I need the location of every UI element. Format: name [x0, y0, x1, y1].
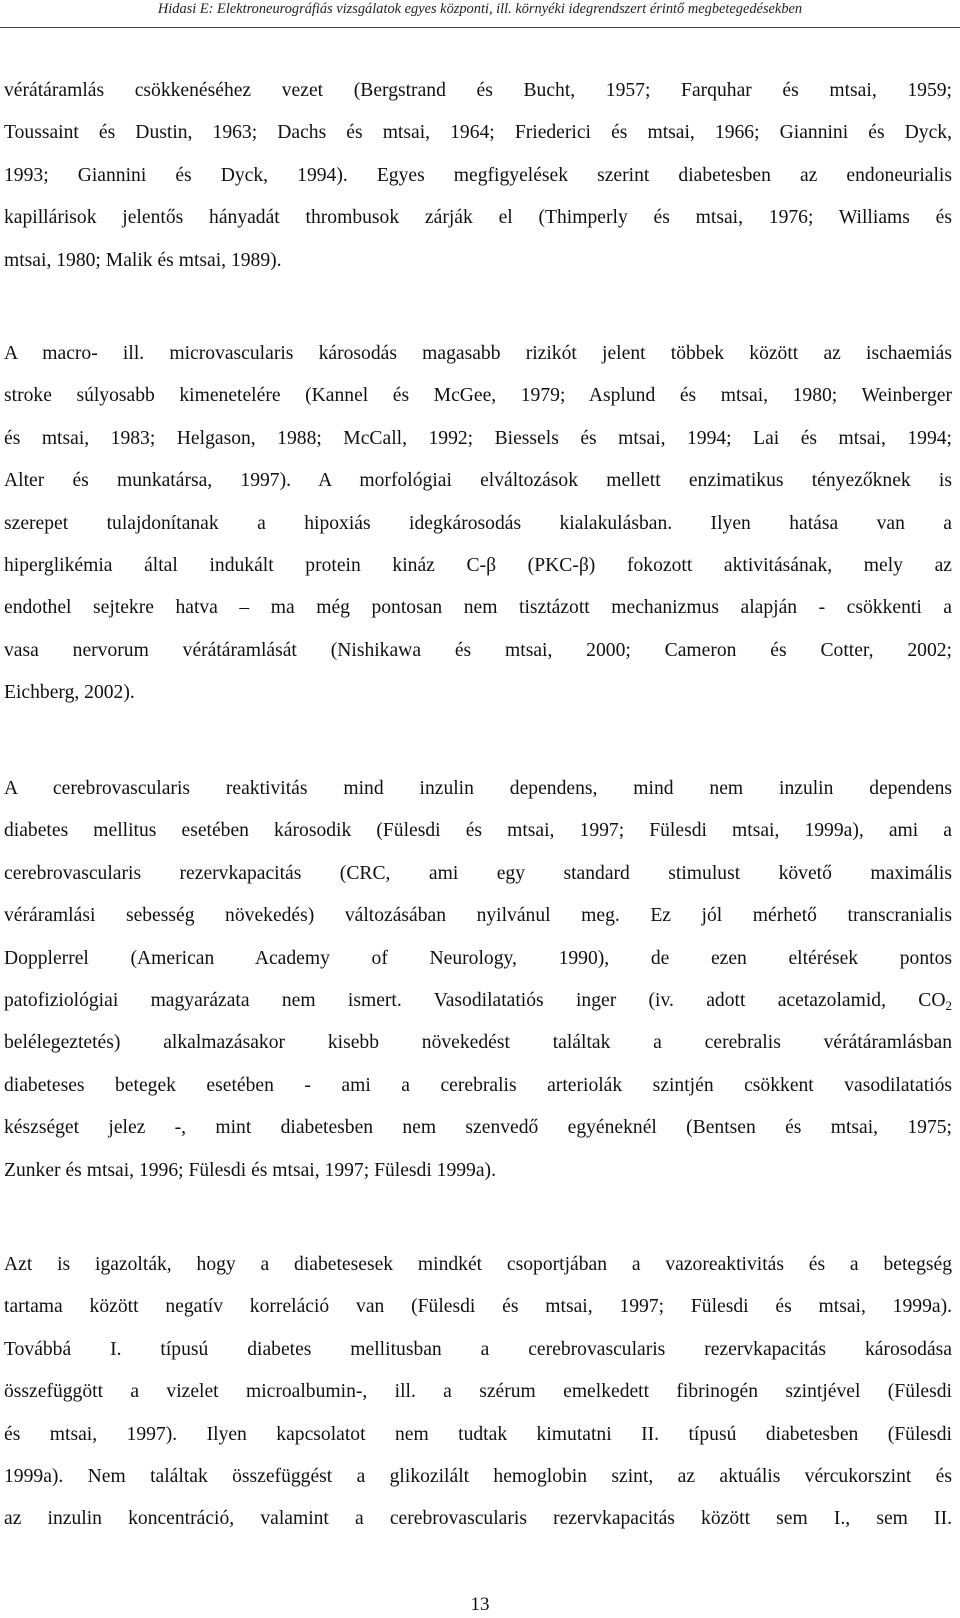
paragraph-line: Dopplerrel (American Academy of Neurology, 1990), de ezen eltérések pontos [4, 947, 952, 969]
paragraph-line: és mtsai, 1997). Ilyen kapcsolatot nem tudtak kimutatni II. típusú diabetesben (Fülesdi [4, 1423, 952, 1445]
paragraph-line: készséget jelez -, mint diabetesben nem szenvedő egyéneknél (Bentsen és mtsai, 1975; [4, 1117, 952, 1139]
header-divider [0, 27, 960, 28]
paragraph-line: és mtsai, 1983; Helgason, 1988; McCall, 1992; Biessels és mtsai, 1994; Lai és mtsai, 1994; [4, 427, 952, 449]
paragraph-line: kapillárisok jelentős hányadát thrombusok zárják el (Thimperly és mtsai, 1976; Williams és [4, 207, 952, 229]
paragraph-line: véráramlási sebesség növekedés) változásában nyilvánul meg. Ez jól mérhető transcranialis [4, 905, 952, 927]
paragraph-line: cerebrovascularis rezervkapacitás (CRC, ami egy standard stimulust követő maximális [4, 862, 952, 884]
paragraph-line: belélegeztetés) alkalmazásakor kisebb növekedést találtak a cerebralis vérátáramlásban [4, 1032, 952, 1054]
paragraph-line: endothel sejtekre hatva – ma még pontosan nem tisztázott mechanizmus alapján - csökkenti a [4, 597, 952, 619]
paragraph-line: vasa nervorum vérátáramlását (Nishikawa és mtsai, 2000; Cameron és Cotter, 2002; [4, 639, 952, 661]
paragraph-line: A macro- ill. microvascularis károsodás magasabb rizikót jelent többek között az ischaemiás [4, 343, 952, 364]
running-header-text: Hidasi E: Elektroneurográfiás vizsgálatok egyes központi, ill. környéki idegrendszert érintő megbetegedésekben [157, 1, 803, 17]
paragraph-line: összefüggött a vizelet microalbumin-, ill. a szérum emelkedett fibrinogén szintjével (Fülesdi [4, 1381, 952, 1403]
paragraph-line-with-subscript [4, 980, 952, 1022]
paragraph-4 [4, 1244, 952, 1541]
paragraph-line: az inzulin koncentráció, valamint a cerebrovascularis rezervkapacitás között sem I., sem II. [4, 1508, 952, 1530]
paragraph-line: Azt is igazolták, hogy a diabetesesek mindkét csoportjában a vazoreaktivitás és a betegség [4, 1254, 952, 1275]
paragraph-line: diabeteses betegek esetében - ami a cerebralis arteriolák szintjén csökkent vasodilatatiós [4, 1074, 952, 1096]
paragraph-line: Zunker és mtsai, 1996; Fülesdi és mtsai, 1997; Fülesdi 1999a). [4, 1159, 496, 1181]
paragraph-2 [4, 333, 952, 715]
paragraph-line: A cerebrovascularis reaktivitás mind inzulin dependens, mind nem inzulin dependens [4, 778, 952, 799]
paragraph-line: Továbbá I. típusú diabetes mellitusban a cerebrovascularis rezervkapacitás károsodása [4, 1338, 952, 1360]
paragraph-line: Alter és munkatársa, 1997). A morfológiai elváltozások mellett enzimatikus tényezőknek is [4, 470, 952, 492]
running-header [0, 0, 960, 30]
paragraph-line: stroke súlyosabb kimenetelére (Kannel és McGee, 1979; Asplund és mtsai, 1980; Weinberger [4, 385, 952, 407]
paragraph-line: 1999a). Nem találtak összefüggést a glikozilált hemoglobin szint, az aktuális vércukorszint és [4, 1465, 952, 1487]
paragraph-line-text: patofiziológiai magyarázata nem ismert. Vasodilatatiós inger (iv. adott acetazolamid, CO [4, 989, 946, 1011]
paragraph-line: mtsai, 1980; Malik és mtsai, 1989). [4, 249, 282, 271]
paragraph-line: 1993; Giannini és Dyck, 1994). Egyes megfigyelések szerint diabetesben az endoneurialis [4, 164, 952, 186]
paragraph-line: vérátáramlás csökkenéséhez vezet (Bergstrand és Bucht, 1957; Farquhar és mtsai, 1959; [4, 80, 952, 101]
paragraph-line: diabetes mellitus esetében károsodik (Fülesdi és mtsai, 1997; Fülesdi mtsai, 1999a), ami a [4, 820, 952, 842]
paragraph-line: Eichberg, 2002). [4, 682, 135, 704]
page-number: 13 [470, 1594, 490, 1615]
paragraph-line: tartama között negatív korreláció van (Fülesdi és mtsai, 1997; Fülesdi és mtsai, 1999a). [4, 1296, 952, 1318]
paragraph-line: hiperglikémia által indukált protein kináz C-β (PKC-β) fokozott aktivitásának, mely az [4, 554, 952, 576]
co2-subscript: 2 [945, 997, 952, 1013]
paragraph-line: szerepet tulajdonítanak a hipoxiás idegkárosodás kialakulásban. Ilyen hatása van a [4, 512, 952, 534]
paragraph-line: Toussaint és Dustin, 1963; Dachs és mtsai, 1964; Friederici és mtsai, 1966; Giannini és Dyck, [4, 122, 952, 144]
paragraph-1 [4, 70, 952, 282]
paragraph-3 [4, 768, 952, 1192]
